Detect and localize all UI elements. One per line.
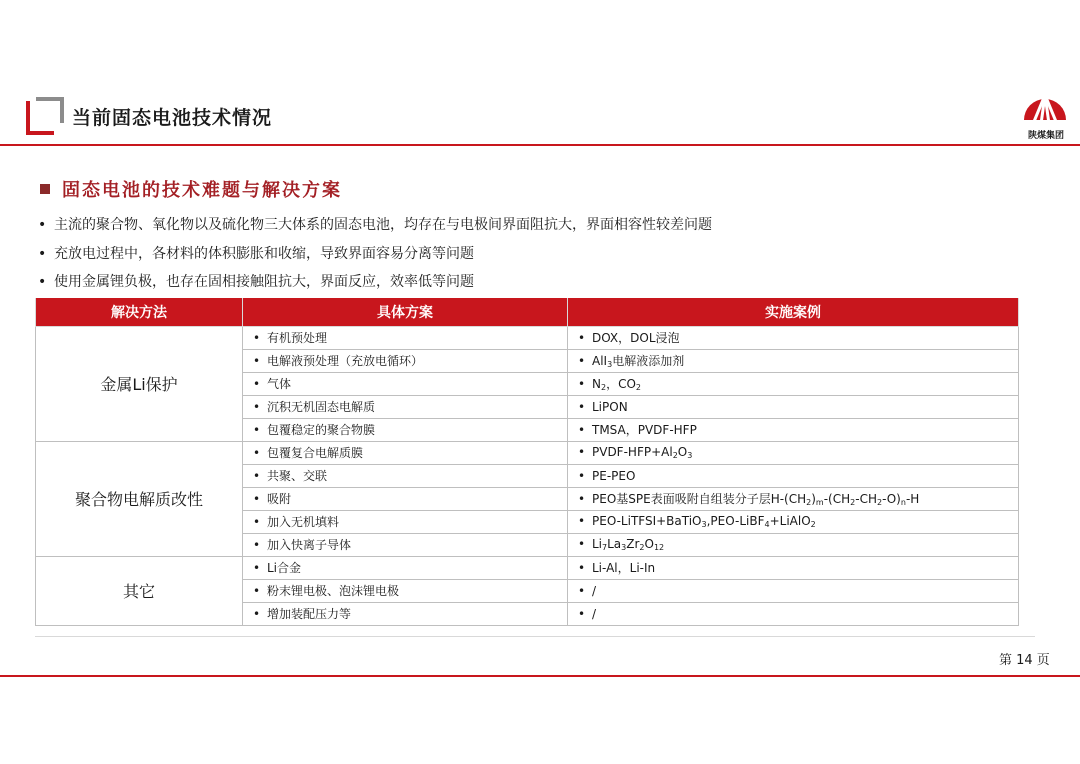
example-cell: • /: [568, 579, 1019, 602]
list-item: • 主流的聚合物、氧化物以及硫化物三大体系的固态电池，均存在与电极间界面阻抗大，界面相容性较差问题: [38, 217, 712, 233]
scheme-cell: • 气体: [243, 372, 568, 395]
category-cell: 其它: [36, 556, 243, 625]
scheme-cell: • 粉末锂电极、泡沫锂电极: [243, 579, 568, 602]
example-cell: • /: [568, 602, 1019, 625]
example-cell: • PEO基SPE表面吸附自组装分子层$H-(CH_2)_m-(CH_2-CH_2-O)_n-H$: [568, 487, 1019, 510]
column-header-method: 解决方法: [36, 298, 243, 326]
logo-caption: 陕煤集团: [1027, 131, 1064, 141]
section-title: 固态电池的技术难题与解决方案: [62, 180, 342, 201]
table-row: [36, 441, 1019, 464]
solutions-table: [35, 298, 1019, 626]
footer-rule: [0, 675, 1080, 677]
page-number: 第 14 页: [999, 653, 1050, 668]
scheme-cell: • 沉积无机固态电解质: [243, 395, 568, 418]
example-cell: • LiPON: [568, 395, 1019, 418]
scheme-cell: • 包覆稳定的聚合物膜: [243, 418, 568, 441]
example-cell: • PE-PEO: [568, 464, 1019, 487]
page-title: 当前固态电池技术情况: [72, 107, 273, 129]
example-cell: • PEO-LiTFSI+BaTiO$_3$,PEO-LiBF$_4$+LiAlO$_2$: [568, 510, 1019, 533]
list-item: • 充放电过程中，各材料的体积膨胀和收缩，导致界面容易分离等问题: [38, 245, 474, 262]
example-cell: • Li-Al，Li-In: [568, 556, 1019, 579]
column-header-example: 实施案例: [568, 298, 1019, 326]
scheme-cell: • 共聚、交联: [243, 464, 568, 487]
square-bullet-icon: [40, 184, 50, 194]
example-cell: • PVDF-$HFP+Al_2O_3$: [568, 441, 1019, 464]
example-cell: • TMSA，PVDF-HFP: [568, 418, 1019, 441]
example-cell: • $N_2$，$CO_2$: [568, 372, 1019, 395]
table-header-row: [36, 298, 1019, 326]
category-cell: 金属Li保护: [36, 326, 243, 441]
corner-bracket-icon: [26, 97, 66, 137]
scheme-cell: • 电解液预处理（充放电循环）: [243, 349, 568, 372]
scheme-cell: • 加入无机填料: [243, 510, 568, 533]
scheme-cell: • 加入快离子导体: [243, 533, 568, 556]
problem-list: [38, 211, 712, 297]
example-cell: • DOX，DOL浸泡: [568, 326, 1019, 349]
column-header-scheme: 具体方案: [243, 298, 568, 326]
scheme-cell: • 增加装配压力等: [243, 602, 568, 625]
list-item: • 使用金属锂负极，也存在固相接触阻抗大，界面反应，效率低等问题: [38, 274, 474, 290]
example-cell: • $Li_7La_3Zr_2O_{12}$: [568, 533, 1019, 556]
table-row: [36, 556, 1019, 579]
table-row: [36, 326, 1019, 349]
scheme-cell: • 吸附: [243, 487, 568, 510]
category-cell: 聚合物电解质改性: [36, 441, 243, 556]
section-heading: [40, 176, 342, 202]
footer-divider: [35, 636, 1035, 637]
scheme-cell: • 有机预处理: [243, 326, 568, 349]
scheme-cell: • Li合金: [243, 556, 568, 579]
header-divider: [0, 144, 1080, 146]
example-cell: • AlI$_3$电解液添加剂: [568, 349, 1019, 372]
scheme-cell: • 包覆复合电解质膜: [243, 441, 568, 464]
